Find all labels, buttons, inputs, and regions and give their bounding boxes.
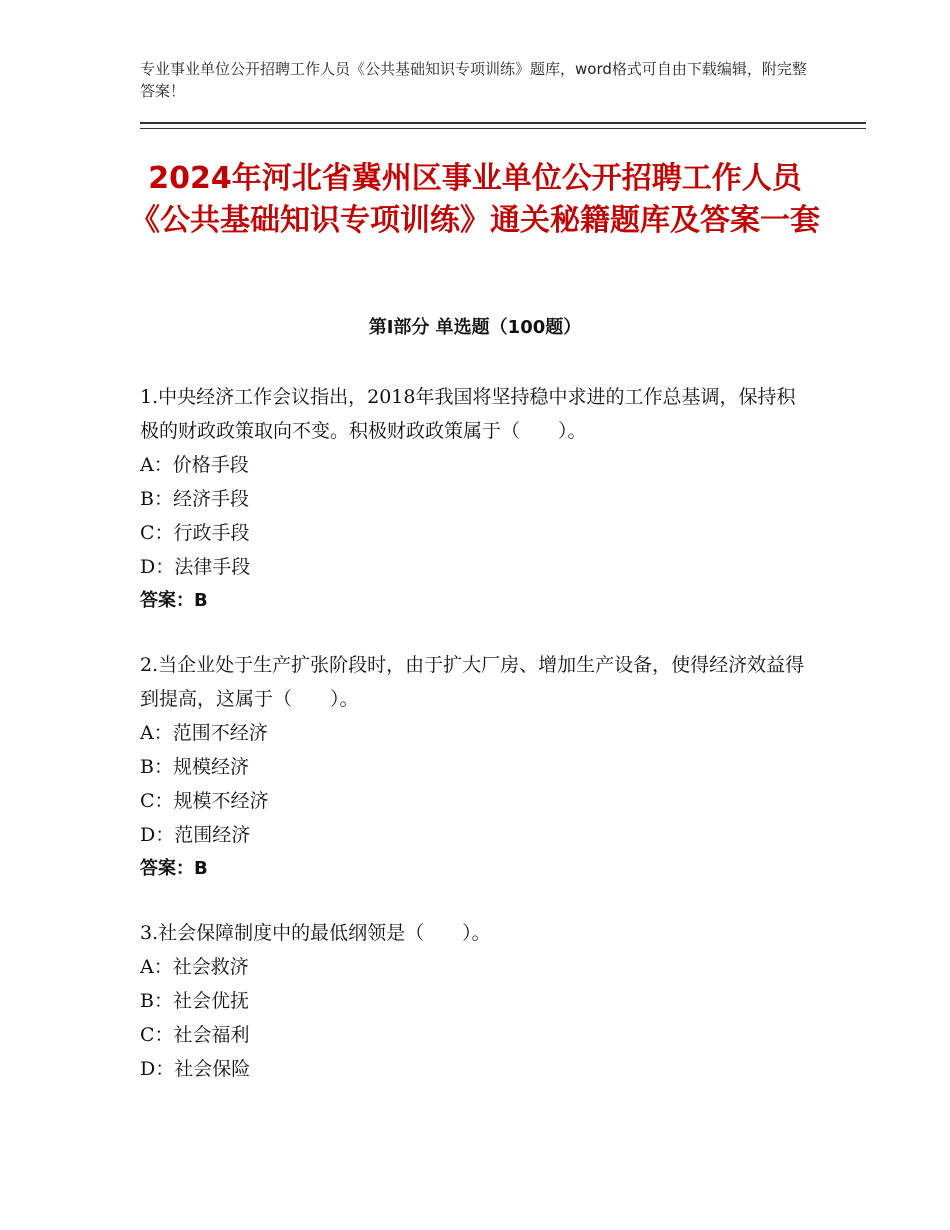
question-stem: 3.社会保障制度中的最低纲领是（ ）。 <box>140 922 491 944</box>
option-c: C：行政手段 <box>140 522 250 544</box>
option-d: D：法律手段 <box>140 556 251 578</box>
question-3 <box>140 916 810 1086</box>
question-2 <box>140 648 810 886</box>
question-1 <box>140 380 810 618</box>
option-a: A：社会救济 <box>140 956 249 978</box>
option-d: D：社会保险 <box>140 1058 251 1080</box>
document-title: 2024年河北省冀州区事业单位公开招聘工作人员《公共基础知识专项训练》通关秘籍题库及答案一套 <box>130 161 820 238</box>
answer: 答案：B <box>140 590 208 611</box>
option-a: A：范围不经济 <box>140 722 268 744</box>
section-title: 第Ⅰ部分 单选题（100题） <box>368 317 582 338</box>
option-a: A：价格手段 <box>140 454 249 476</box>
option-b: B：规模经济 <box>140 756 249 778</box>
option-d: D：范围经济 <box>140 824 251 846</box>
question-list <box>140 380 810 1116</box>
option-c: C：社会福利 <box>140 1024 250 1046</box>
question-stem: 2.当企业处于生产扩张阶段时，由于扩大厂房、增加生产设备，使得经济效益得到提高，这属于（ ）。 <box>140 654 805 710</box>
answer: 答案：B <box>140 858 208 879</box>
header-note: 专业事业单位公开招聘工作人员《公共基础知识专项训练》题库，word格式可自由下载编辑，附完整答案！ <box>140 60 807 100</box>
option-b: B：社会优抚 <box>140 990 249 1012</box>
option-b: B：经济手段 <box>140 488 249 510</box>
question-stem: 1.中央经济工作会议指出，2018年我国将坚持稳中求进的工作总基调，保持积极的财政政策取向不变。积极财政政策属于（ ）。 <box>140 386 796 442</box>
header-divider <box>140 122 866 129</box>
option-c: C：规模不经济 <box>140 790 269 812</box>
